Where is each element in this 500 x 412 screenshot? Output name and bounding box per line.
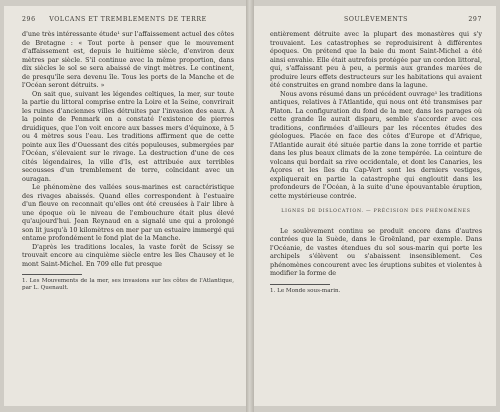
right-footnote: 1. Le Monde sous-marin. <box>270 287 341 294</box>
left-paragraph-3: Le phénomène des vallées sous-marines est caractéristique des rivages abaissés. Quand elles correspondent à l'estuaire d'un fleuve on reconnait qu'elles ont été creusées à l'air libre à une époque où le niveau de l'embouchure était plus élevé qu'aujourd'hui. Jean Reynaud en a signalé une qui a prolongé son lit jusqu'à 10 kilomètres en mer par un estuaire immergé qui entame profondément le fond plat de la Manche. <box>22 183 234 242</box>
left-paragraph-2: On sait que, suivant les légendes celtiques, la mer, sur toute la partie du littoral comprise entre la Loire et la Seine, convrirait les ruines d'anciennes villes détruites par l'invasion des eaux. À la pointe de Penmark on a constaté l'existence de pierres druidiques, que l'on voit encore aux basses mers d'équinoxe, à 5 ou 4 mètres sous l'eau. Les traditions affirment que de cette pointe aux îles d'Ouessant des cités populeuses, submergées par l'Océan, s'élevaient sur le rivage. La destruction d'une de ces cités légendaires, la ville d'Is, est attribuée aux terribles secousses d'un tremblement de terre, coïncidant avec un ouragan. <box>22 89 234 183</box>
right-paragraph-3: Le soulèvement continu se produit encore dans d'autres contrées que la Suède, dans le Groënland, par exemple. Dans l'Océanie, de vastes étendues du sol sous-marin qui porte les archipels s'élèvent ou s'abaissent insensiblement. Ces phénomènes concourent avec les éruptions subites et violentes à modifier la forme de <box>270 226 482 277</box>
left-page-header <box>22 16 234 30</box>
book-gutter <box>246 0 254 412</box>
left-paragraph-4: D'après les traditions locales, la vaste forêt de Scissy se trouvait encore au cinquième siècle entre les îles Chausey et le mont Saint-Michel. En 709 elle fut presque <box>22 242 234 268</box>
left-footnote: 1. Les Mouvements de la mer, ses invasions sur les côtes de l'Atlantique, par L. Quenault. <box>22 278 234 292</box>
right-running-title: SOULÈVEMENTS <box>344 16 408 23</box>
right-footnote-rule <box>270 284 330 285</box>
left-page-number: 296 <box>22 16 36 23</box>
right-page-body <box>270 30 482 278</box>
right-paragraph-1: entièrement détruite avec la plupart des monastères qui s'y trouvaient. Les catastrophes se reproduisirent à différentes époques. On prétend que la baie du mont Saint-Michel a été ainsi envahie. Elle était autrefois protégée par un cordon littoral, qui, s'affaissant peu à peu, a permis aux grandes marées de produire leurs effets destructeurs sur les habitations qui avaient été construites en grand nombre dans la lagune. <box>270 30 482 89</box>
left-paragraph-1: d'une très intéressante étude¹ sur l'affaissement actuel des côtes de Bretagne : « Tout porte à penser que le mouvement d'affaissement est, depuis le huitième siècle, d'environ deux mètres par siècle. S'il continue avec la même proportion, dans dix siècles le sol se sera abaissé de vingt mètres. Le continent, de presqu'île sera devenu île. Tous les ports de la Manche et de l'Océan seront détruits. » <box>22 30 234 89</box>
right-page <box>254 6 496 406</box>
right-page-header <box>270 16 482 30</box>
left-page <box>4 6 246 406</box>
left-running-title: VOLCANS ET TREMBLEMENTS DE TERRE <box>49 16 207 23</box>
section-heading: LIGNES DE DISLOCATION. — PRÉCISION DES PHÉNOMÈNES <box>281 209 471 214</box>
left-page-body <box>22 30 234 268</box>
right-page-number: 297 <box>468 16 482 23</box>
right-paragraph-2: Nous avons résumé dans un précédent ouvrage¹ les traditions antiques, relatives à l'Atlantide, qui nous ont été transmises par Platon. La configuration du fond de la mer, dans les parages où cette grande île aurait disparu, semble s'accorder avec ces traditions, confirmées d'ailleurs par les récentes études des géologues. Placée en face des côtes d'Europe et d'Afrique, l'Atlantide aurait été située partie dans la zone torride et partie dans les plus beaux climats de la zone tempérée. La ceinture de volcans qui bordait sa rive occidentale, et dont les Canaries, les Açores et les îles du Cap-Vert sont les derniers vestiges, expliquerait en partie la catastrophe qui engloutit dans les profondeurs de l'Océan, à la suite d'une épouvantable éruption, cette mystérieuse contrée. <box>270 89 482 200</box>
left-footnote-rule <box>22 274 82 275</box>
